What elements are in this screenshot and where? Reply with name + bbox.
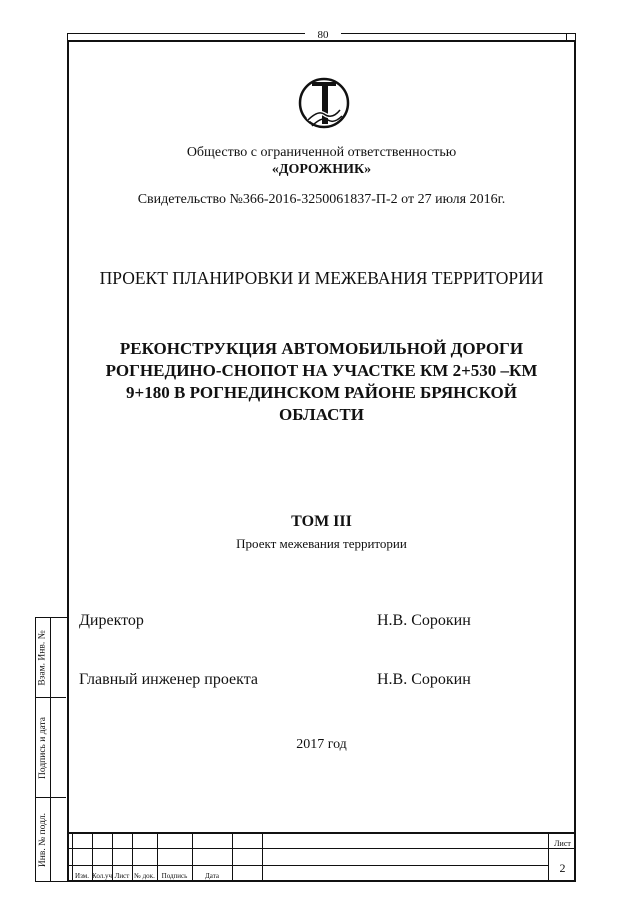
side-label-signature-date: Подпись и дата [38, 716, 49, 779]
top-sheet-number: 80 [305, 30, 341, 41]
main-title-line: ОБЛАСТИ [279, 405, 364, 424]
signature-name: Н.В. Сорокин [377, 671, 471, 688]
title-block-vline [232, 832, 233, 882]
title-block-vline [262, 832, 263, 882]
organization-name: «ДОРОЖНИК» [271, 162, 372, 177]
column-label: Кол.уч [92, 872, 112, 880]
column-label: № док. [134, 872, 155, 880]
volume-title: ТОМ III [291, 513, 352, 530]
signature-name: Н.В. Сорокин [377, 612, 471, 629]
organization-line: Общество с ограниченной ответственностью [186, 145, 457, 160]
signature-role: Директор [79, 612, 144, 629]
volume-subtitle: Проект межевания территории [236, 536, 407, 551]
title-block [67, 832, 576, 882]
sheet-label: Лист [554, 839, 571, 848]
title-block-row-line [67, 848, 548, 849]
main-title-line: РОГНЕДИНО-СНОПОТ НА УЧАСТКЕ КМ 2+530 –КМ [105, 361, 538, 380]
column-label: Подпись [161, 872, 188, 880]
company-logo-icon [298, 70, 350, 136]
side-label-inv-original: Инв. № подл. [38, 812, 49, 868]
column-label: Дата [205, 872, 219, 880]
side-stamp [35, 617, 67, 882]
main-title [67, 338, 576, 426]
column-label: Изм. [75, 872, 89, 880]
side-cell-signature-date [36, 698, 66, 798]
year: 2017 год [296, 737, 347, 752]
signature-role: Главный инженер проекта [79, 671, 259, 688]
project-title: ПРОЕКТ ПЛАНИРОВКИ И МЕЖЕВАНИЯ ТЕРРИТОРИИ [99, 268, 544, 288]
main-title-line: РЕКОНСТРУКЦИЯ АВТОМОБИЛЬНОЙ ДОРОГИ [119, 339, 524, 358]
sheet-cell-line [548, 848, 576, 849]
main-title-line: 9+180 В РОГНЕДИНСКОМ РАЙОНЕ БРЯНСКОЙ [126, 383, 517, 402]
title-block-vline [548, 832, 549, 882]
side-cell-inv-replace [36, 618, 66, 698]
title-block-top-line [67, 832, 576, 834]
sheet-number: 2 [559, 861, 566, 875]
certificate: Свидетельство №366-2016-3250061837-П-2 от 27 июля 2016г. [137, 192, 506, 207]
column-label: Лист [114, 872, 130, 880]
side-cell-inv-original [36, 798, 66, 882]
title-block-row-line [67, 865, 548, 866]
side-label-inv-replace: Взам. Инв. № [38, 629, 48, 686]
